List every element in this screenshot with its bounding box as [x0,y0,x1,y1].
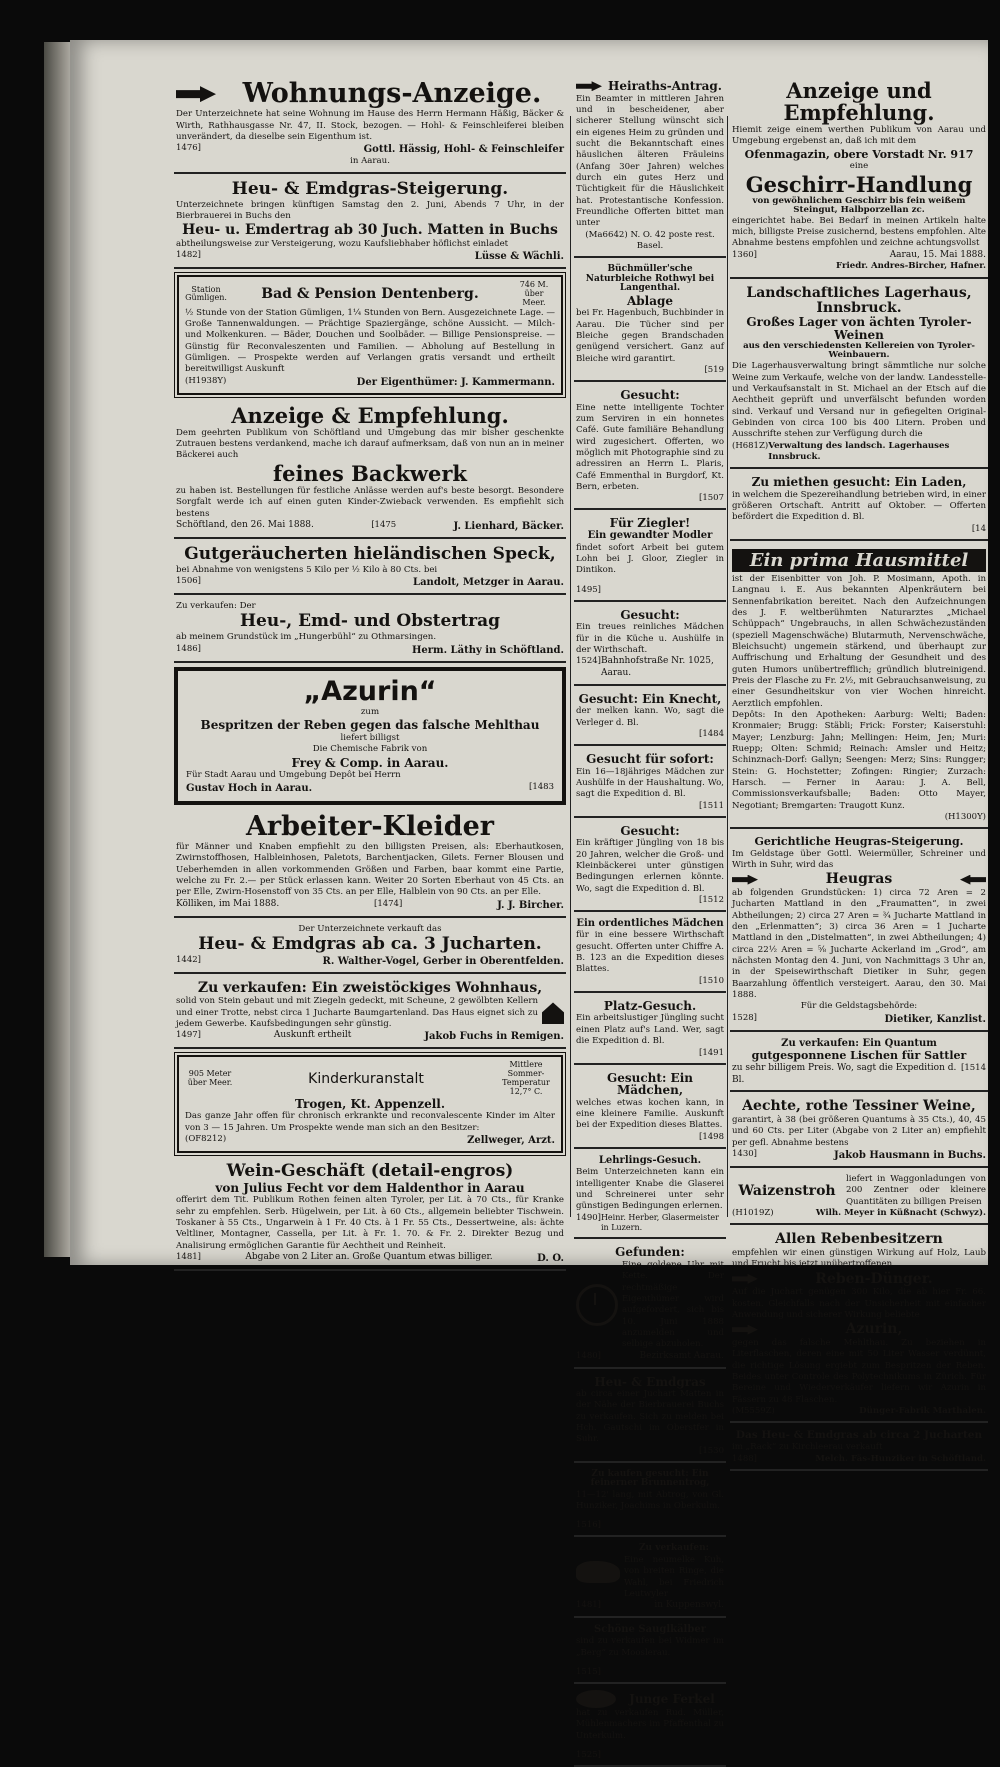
ad-number: 1481] [576,1600,601,1611]
ad-text: Beim Unterzeichneten kann ein intelligenter Knabe die Glaserei und Schreinerei unter sehr günstigen Bedingungen erlernen. [576,1167,724,1212]
ad-number: 1497] [176,1030,201,1041]
ad-ref: (M5559Z) [732,1405,775,1416]
ad-text-2: Abgabe von 2 Liter an. Große Quantum etwas billiger. [245,1252,493,1263]
pointing-hand-icon [732,875,758,885]
ad-label: Zu verkaufen: Der [176,601,256,612]
ad-title: Aechte, rothe Tessiner Weine, [742,1098,976,1115]
ad-place: Aarau, 15. Mai 1888. [889,249,986,260]
ad-gefunden [574,1242,726,1368]
ad-signer: Zellweger, Arzt. [467,1134,555,1146]
ad-text-3: eingerichtet habe. Bei Bedarf in meinen Artikeln halte mich, billigste Preise zusichernd, bestens empfohlen. Alte Abnahme bestens empfohlen und zeichne achtungsvollst [732,215,986,249]
ad-text: sind zu verkaufen bei Widmer im „Berg“ zu Mooslerau. [576,1636,724,1658]
ad-signer: Lüsse & Wächli. [474,251,564,263]
ad-text: liefert in Waggonladungen von 200 Zentner oder kleinere Quantitäten zu billigen Preisen [846,1173,986,1207]
ad-title: Gesucht: [620,607,680,622]
ad-signer: Herm. Läthy in Schöftland. [411,644,564,656]
ad-title: Heu- & Emdgras ab ca. 3 Jucharten. [198,933,542,954]
ad-title: Gerichtliche Heugras-Steigerung. [754,835,964,849]
ad-number: [1514 [961,1062,986,1073]
ad-wohnhaus [174,977,566,1050]
ad-number: 1442] [176,954,201,965]
ad-signer: Jakob Hausmann in Buchs. [834,1149,986,1161]
ad-number: 1430] [732,1148,757,1159]
ad-title: Heu- & Emdgras [594,1374,706,1389]
ad-number: 1481] [176,1252,201,1263]
ad-number: 1488] [732,1453,757,1464]
ad-signer: Wilh. Meyer in Küßnacht (Schwyz). [815,1207,986,1218]
ad-tessiner [730,1095,988,1168]
ad-subtitle: von Julius Fecht vor dem Haldenthor in Aarau [215,1180,525,1195]
newspaper-page [70,40,988,1761]
ad-title: Bad & Pension Dentenberg. [261,286,479,303]
cow-icon [576,1561,620,1583]
ad-title: Platz-Gesuch. [603,998,697,1013]
ad-temperature: Mittlere Sommer-Temperatur 12,7° C. [502,1060,550,1096]
ad-steigerung [174,177,566,270]
ad-ziegler [574,513,726,601]
ad-title: Gefunden: [615,1245,685,1260]
ad-ferkel [574,1687,726,1767]
ad-kuh [574,1540,726,1618]
ad-firm: Frey & Comp. in Aarau. [291,755,449,770]
ad-title: Büchmüller'sche Naturbleiche Rothwyl bei Langenthal. [585,264,715,294]
ad-title: Zu kaufen gesucht: Ein feinerner Brunnentrog, [590,1468,710,1489]
ad-lehrling [574,1152,726,1240]
ad-number: [14 [971,523,986,534]
ad-title: Heu-, Emd- und Obstertrag [239,611,501,632]
ad-number: 1360] [732,249,757,260]
ad-title: Gutgeräucherten hieländischen Speck, [184,543,556,564]
ad-number: 1482] [176,250,201,261]
ad-text: 11—12' lang, mit Abtrog, von Gl. Hunziker, Joachims in Oberkulm. [576,1489,724,1512]
ad-title: Junge Ferkel [629,1691,715,1706]
ad-text-2: abtheilungsweise zur Versteigerung, wozu Kaufsliebhaber höflichst einladet [176,238,509,249]
ad-magd [574,605,726,686]
ad-subtitle: Ablage [626,293,674,308]
ad-tochter [574,385,726,510]
ad-geschirr [730,76,988,279]
ad-signer: Heinr. Herber, Glasermeister in Luzern. [600,1212,719,1233]
ad-number: [1510 [699,975,724,986]
ad-ref: (H1019Z) [732,1207,774,1218]
ad-owner: Der Eigenthümer: J. Kammermann. [356,376,555,388]
ad-signer: Verwaltung des landsch. Lagerhauses Innsbruck. [768,440,950,462]
ad-title: Arbeiter-Kleider [245,810,494,842]
ad-title: Zu miethen gesucht: Ein Laden, [751,475,967,490]
ad-text: ab meinem Grundstück im „Hungerbühl“ zu Othmarsingen. [176,632,437,643]
ad-signer: Gottl. Hässig, Hohl- & Feinschleifer [363,144,564,156]
ad-juchart [174,921,566,974]
ad-knecht [574,689,726,746]
ad-text: Ein arbeitslustiger Jüngling sucht einen Platz auf's Land. Wer, sagt die Expedition d. Bl. [576,1013,724,1047]
ad-reben [730,1228,988,1423]
ad-text-3: gegen das falsche Mehlthau. Zu beziehen in Literflaschen, deren eine mit 50 Liter Wasser verdünnt, die richtige Lösung ergiebt zum Bespritzen der Reben. Beides unter Controle des Polytechnikums in Zürich. Für Bereine und Wiederverkäufer liefern wir Azurin in Fässern zu 48 Flaschen. [732,1337,986,1405]
ad-title: Heiraths-Antrag. [608,79,722,93]
ad-title: Wein-Geschäft (detail-engros) [226,1160,514,1181]
pig-icon [576,1690,616,1708]
ad-text-2: ab folgenden Grundstücken: 1) circa 72 Aren = 2 Jucharten Mattland in den „Fraumatten“, in zwei Abtheilungen; 2) circa 27 Aren = ¾ Jucharte Mattland in den „Erlenmatten“; 3) circa 36 Aren = 1 Jucharte Mattland in den „Distelmatten“, in zwei Abtheilungen; 4) circa 22½ Aren = ⅝ Jucharte Ackerland im „Grod“, am nächsten Montag den 4. Juni, von Nachmittags 3 Uhr an, in der Speisewirthschaft Dietiker in Suhr, gegen Baarzahlung öffentlich versteigert. Aarau, den 30. Mai 1888. [732,888,986,1001]
ad-subtitle: Ein gewandter Modler [587,530,713,542]
ad-signer: Landolt, Metzger in Aarau. [413,577,564,589]
ad-title: Zu verkaufen: Ein Quantum [781,1037,937,1049]
ad-text: findet sofort Arbeit bei gutem Lohn bei J. Gloor, Ziegler in Dintikon. [576,542,724,576]
ad-text-2: eine [849,161,869,172]
ad-heugras [730,832,988,1032]
ad-headline: feines Backwerk [273,460,467,486]
ad-signer: Friedr. Andres-Bircher, Hafner. [836,261,986,272]
ad-subtitle: Großes Lager von ächten Tyroler-Weinen [746,315,972,342]
ad-title: Gesucht: Ein Knecht, [578,691,722,706]
ad-title-2: Heugras [825,871,893,888]
ad-text: ist der Eisenbitter von Joh. P. Mosimann, Apoth. in Langnau i. E. Aus bekannten Alpenkräutern bei Sennenfabrikation bereitet. Nach den Aufzeichnungen des J. F. weltberühmten Naturarztes „Michael Schüppach“ Ungebrauchs, in allen Schwächezuständen (speziell Magenschwäche) Blutarmuth, Nervenschwäche, Bleichsucht) ungemein stärkend, und überhaupt zur Auffrischung und Erhaltung der Gesundheit und des guten Humors unübertrefflich; gründlich blutreinigend. Preis der Flasche zu Fr. 2½, mit Gebrauchsanweisung, zu einer Gesundheitskur von vier Wochen hinreicht. Aerztlich empfohlen. [732,573,986,709]
ad-title: Anzeige & Empfehlung. [231,402,509,428]
ad-text-2: zu haben ist. Bestellungen für festliche Anlässe werden auf's beste besorgt. Besondere Sorgfalt werde ich auf einen guten Kinder-Zwieback verwenden. Es empfiehlt sich bestens [176,485,564,519]
ad-number: 1480] [576,1350,601,1361]
ad-bad [177,275,563,394]
ad-ordentlich [574,915,726,993]
ad-station: Station Gümligen. [185,284,227,303]
ad-text: hat zu verkaufen Rud. Müller, Mühlenmachers im Pfaffenthal zu Unterkulm. [576,1708,724,1741]
ad-signer: Dünger-Fabrik Marthalen. [859,1405,986,1416]
ad-signer: Melch. Fäs-Hunziker in Schöftland. [815,1453,986,1464]
ad-lischen [730,1035,988,1092]
ad-text: für Männer und Knaben empfiehlt zu den billigsten Preisen, als: Eberhautkosen, Zwirnstoffhosen, Halbleinhosen, Paletots, Barchentjacken, Gilets. Ferner Blousen und Ueberhemden in allen vorkommenden Größen und Farben, baar kommt eine Partie, welche zu Fr. 2.— per Stück erlassen kann. Weiter 20 Sorten Eberhaut von 45 Cts. an per Elle, Zwirn-Hosenstoff von 35 Cts. an per Elle, Halblein von 90 Cts. an per Elle. [176,841,564,898]
ad-number: 1486] [176,643,201,654]
ad-text: Die Lagerhausverwaltung bringt sämmtliche nur solche Weine zum Verkaufe, welche von der landw. Landesstelle- und Verkaufsanstalt in St. Michael an der Etsch auf die Aechtheit geprüft und unverfälscht befunden worden sind. Verkauf und Versand nur in gefiegelten Original-Gebinden von circa 100 bis 400 Litern. Proben und Ausschrifte stehen zur Verfügung durch die [732,361,986,440]
ad-title: Wohnungs-Anzeige. [242,78,542,109]
ad-title: Gesucht: Ein Mädchen, [607,1070,693,1098]
ad-laden [730,472,988,541]
ad-azurin [174,667,566,805]
ad-text: Ein treues reinliches Mädchen für in die Küche u. Aushülfe in der Wirthschaft. [576,622,724,655]
ad-text: Das ganze Jahr offen für chronisch erkrankte und reconvalescente Kinder im Alter von 3 — 15 Jahren. Um Prospekte wende man sich an den Besitzer: [185,1111,555,1133]
ad-signer: Dietiker, Kanzlist. [884,1013,986,1025]
ad-number: [1530 [699,1445,724,1456]
ad-place: in Aarau. [350,156,390,167]
ad-signer: Bezirksamt Aarau. [639,1350,724,1361]
ad-waizenstroh [730,1171,988,1225]
ad-subtitle-2: aus den verschiedensten Kellereien von Tyroler-Weinbauern. [743,341,975,361]
ad-subtitle: von gewöhnlichem Geschirr bis fein weißem Steingut, Halbporzellan zc. [752,195,966,215]
ad-label: Für die Geldstagsbehörde: [800,1001,918,1012]
ad-text: Eine goldene Uhr mit Kette. Der rechtmäßige Eigenthümer wird aufgefordert, sich bis 10. Juni 1888 anzumelden und selbige abzuholen. [622,1260,724,1350]
ad-platz [574,996,726,1065]
ad-number: [1475 [371,519,397,530]
ad-subtitle: Bespritzen der Reben gegen das falsche Mehlthau [200,718,540,733]
ad-speck [174,542,566,595]
ad-text: welches etwas kochen kann, in eine kleinere Familie. Auskunft bei der Expedition dieses Blattes. [576,1097,724,1131]
ad-ref: (Ma6642) N. O. 42 poste rest. Basel. [585,229,715,252]
ad-text: der melken kann. Wo, sagt die Verleger d. Bl. [576,706,724,728]
pointing-hand-icon [576,81,602,91]
ad-text-2: Für Stadt Aarau und Umgebung Depôt bei Herrn [186,770,401,781]
ad-text: Eine nette intelligente Tochter zum Serviren in ein honnetes Café. Gute familiäre Behandlung wird zugesichert. Offerten, wo möglich mit Photographie sind zu adressiren an Herrn L. Plaris, Café Emmenthal in Burgdorf, Kt. Bern, erbeten. [576,402,724,493]
ad-number: 1516] [576,1520,601,1531]
ad-number: 1495] [576,584,601,595]
ad-title: Heu- & Emdgras-Steigerung. [231,178,509,199]
ad-text: bei Abnahme von wenigstens 5 Kilo per ½ Kilo à 80 Cts. bei [176,564,438,575]
ad-text: im „Rack“ zu Kirchleerau verkauft [732,1442,883,1453]
ad-text: Hiemit zeige einem werthen Publikum von Aarau und Umgebung ergebenst an, daß ich mit dem [732,125,986,147]
ad-depots: Depôts: In den Apotheken: Aarburg: Welti; Baden: Kronmaier; Brugg: Stäbli; Frick: Forster; Kaiserstuhl: Mayer; Lenzburg: Jahn; Mellingen: Heim, Jen; Muri: Ruepp; Olten: Schmid; Reinach: Amsler und Heitz; Schinznach-Dorf: Gallyn; Seengen: Merz; Sins: Rungger; Stein: G. Hochstetter; Zofingen: Ringier; Zurzach: Harsch. — Ferner in Aarau: J. A. Bell, Commissionsverkaufsballe; Baden: Otto Mayer, Negotiant; Bremgarten: Traugott Kunz. [732,709,986,811]
ad-place: Trogen, Kt. Appenzell. [294,1096,445,1111]
ad-text: Ein kräftiger Jüngling von 18 bis 20 Jahren, welcher die Groß- und Kleinbäckerei unter günstigen Bedingungen erlernen könnte. Wo, sagt die Expedition d. Bl. [576,838,724,894]
ad-signer: J. Lienhard, Bäcker. [453,520,564,532]
ad-wohnung [174,76,566,174]
ad-title: Für Ziegler! [609,516,691,531]
ad-wein [174,1159,566,1271]
ad-arbeiter [174,809,566,918]
ad-ref: (H1938Y) [185,375,227,386]
pointing-hand-icon [960,875,986,885]
ad-place: Schöftland, den 26. Mai 1888. [176,519,314,530]
ad-number: [1483 [529,781,554,792]
column-right [730,76,988,1464]
ad-title: Schöne Sauglkälber [594,1623,706,1635]
ad-title-3: Azurin, [845,1321,903,1338]
ad-place: Kölliken, im Mai 1888. [176,898,280,909]
pointing-hand-icon [732,1274,758,1284]
ad-kaelber [574,1621,726,1684]
ad-text: solid von Stein gebaut und mit Ziegeln gedeckt, mit Scheune, 2 gewölbten Kellern und einer Trotte, nebst circa 1 Jucharte Baumgartenland. Das Haus eignet sich zu jedem Gewerbe. Kaufsbedingungen sehr günstig. [176,996,538,1030]
ad-title: Gesucht: [620,388,680,403]
ad-number: 1515] [576,1667,601,1678]
ad-sofort [574,749,726,818]
ad-maedchen [574,1068,726,1149]
ad-firm-label: Die Chemische Fabrik von [312,744,428,755]
ad-number: [1474] [374,898,403,909]
ad-signer: J. J. Bircher. [497,899,564,911]
ad-number: 1476] [176,143,201,154]
ad-title: Gesucht für sofort: [586,751,714,766]
ad-ref: (H1300Y) [944,812,986,823]
ad-text: bei Fr. Hagenbuch, Buchbinder in Aarau. Die Tücher sind per Bleiche gegen Brandschaden genügend versichert. Ganz auf Bleiche wird garantirt. [576,308,724,364]
ad-number: 1524] [576,656,601,667]
ad-signer: Gustav Hoch in Aarau. [186,782,313,794]
ad-number: [1498 [699,1131,724,1142]
ad-address: Bahnhofstraße Nr. 1025, Aarau. [600,656,714,678]
ad-title: Waizenstroh [738,1182,836,1199]
ad-number: 1525] [576,1750,601,1761]
ad-number: 1528] [732,1012,757,1023]
pointing-hand-icon [176,86,216,102]
ad-text: Im Geldstage über Gottl. Weiermüller, Schreiner und Wirth in Suhr, wird das [732,848,986,870]
column-rule [570,116,571,1217]
house-icon [542,1002,564,1024]
ad-title: Gesucht: [620,823,680,838]
ad-altitude: 746 M. über Meer. [519,280,549,307]
ad-jungling [574,821,726,912]
ad-number: [1512 [699,894,724,905]
ad-title: Anzeige und Empfehlung. [783,78,935,126]
ad-signer: Jakob Fuchs in Remigen. [424,1031,564,1043]
ad-number: [1491 [699,1047,724,1058]
ad-number: 1490] [576,1212,601,1223]
ad-lagerhaus [730,282,988,469]
ad-bleiche [574,261,726,382]
ad-text: Ein Beamter in mittleren Jahren und in bescheidener, aber sicherer Stellung wünscht sich ein eigenes Heim zu gründen und sucht die Bekanntschaft eines häuslichen älteren Fräuleins (Anfang 30er Jahren) welches durch ein gutes Herz und Tüchtigkeit für die Häuslichkeit hat. Protestantische Konfession. Freundliche Offerten bittet man unter [576,93,724,229]
ad-emdgras [574,1372,726,1463]
ad-title: Ein prima Hausmittel [732,549,986,572]
ad-kinderkuranstalt [177,1055,563,1152]
column-rule [727,116,728,1217]
ad-signer: R. Walther-Vogel, Gerber in Oberentfelden. [322,955,564,967]
ad-altitude: 905 Meter über Meer. [187,1069,233,1088]
ad-headline: gutgesponnene Lischen für Sattler [751,1049,967,1063]
ad-text: offerirt dem Tit. Publikum Rothen feinen alten Tyroler, per Lit. à 70 Cts., für Kranke sehr zu empfehlen. Serb. Hügelwein, per Lit. à 60 Cts., allgemein beliebter Tischwein. Toskaner à 55 Cts., Ungarwein à 1 Fr. 40 Cts. à 1 Fr. 55 Cts., Dessertweine, als: ächte Veltliner, Montagner, Cassella, per Lit. à Fr. 1. 70. & Fr. 2. Direkter Bezug und Analisirung ermöglichen Garantie für Aechtheit und Reinheit. [176,1195,564,1251]
ad-backwerk [174,401,566,539]
ad-text: Der Unterzeichnete hat seine Wohnung im Hause des Herrn Hermann Häßig, Bäcker & Wirth, Rathhausgasse Nr. 47, II. Stock, bezogen. — Hohl- & Feinschleiferei bleiben unverändert, da dieselbe sein Eigenthum ist. [176,109,564,143]
ad-number: [1484 [699,728,724,739]
column-left [174,76,566,1265]
ad-text: Unterzeichnete bringen künftigen Samstag den 2. Juni, Abends 7 Uhr, in der Bierbrauerei in Buchs den [176,199,564,221]
ad-text: in welchem die Spezereihandlung betrieben wird, in einer größeren Ortschaft. Antritt auf Oktober. — Offerten befördert die Expedition d. Bl. [732,489,986,523]
ad-text: für in eine bessere Wirthschaft gesucht. Offerten unter Chiffre A. B. 123 an die Expedition dieses Blattes. [576,930,724,975]
ad-text: ab circa einer Juchart Matten in der Nähe der Bierbrauerei Buchs zu verkaufen. Sich zu melden bei Hch. Gautschi im Oberstfer in Suhr. [576,1389,724,1445]
column-middle [574,76,726,1761]
pocket-watch-icon [576,1284,618,1326]
ad-title: „Azurin“ [303,675,437,707]
ad-number: [519 [704,365,724,376]
ad-text: garantirt, à 38 (bei größeren Quantums à 35 Cts.), 40, 45 und 60 Cts. per Liter (Abgabe von 2 Liter an) empfiehlt per gefl. Abnahme bestens [732,1114,986,1148]
ad-number: [1511 [699,800,724,811]
ad-title: Allen Rebenbesitzern [775,1231,943,1248]
ad-title: Das Heu- & Emdgras ab circa 2 Jucharten [735,1429,983,1442]
ad-obstertrag [174,598,566,663]
ad-heirath [574,76,726,258]
ad-title: Zu verkaufen: [638,1543,710,1554]
pointing-hand-icon [732,1325,758,1335]
ad-number: [1507 [699,493,724,504]
ad-title-2: Reben-Dünger. [815,1270,933,1287]
ad-text: liefert billigst [340,732,400,743]
ad-label: Auskunft ertheilt [273,1030,352,1041]
ad-brunnen [574,1466,726,1538]
ad-title-2: Geschirr-Handlung [745,171,973,197]
ad-rack [730,1426,988,1471]
ad-sign: D. O. [537,1253,564,1265]
ad-text: Der Unterzeichnete verkauft das [298,923,442,934]
ad-title: Zu verkaufen: Ein zweistöckiges Wohnhaus, [197,979,543,996]
ad-ref: (H681Z) [732,440,769,451]
ad-text: empfehlen wir einen günstigen Wirkung auf Holz, Laub und Frucht bis jetzt unübertroffenen [732,1247,986,1270]
ad-title: Ein ordentliches Mädchen [576,917,724,929]
ad-title: Landschaftliches Lagerhaus, Innsbruck. [746,284,972,316]
ad-headline: Heu- u. Emdertrag ab 30 Juch. Matten in Buchs [182,222,558,239]
ad-text: Eine neumelke Kuh, von breiten Ringe, die Wahl, bei Friedrich Leutwyler [624,1554,724,1599]
ad-text-2: Auf die Juchart genügen 300 Kilo, die ab hier Fr. 66. kosten. Gleichfalls nach der Unsicherheit mit einfacher Anwendung und sicherer Wirkung beliebte [732,1287,986,1320]
ad-headline: Ofenmagazin, obere Vorstadt Nr. 917 [744,147,974,161]
ad-zum: zum [360,706,380,717]
ad-text: ½ Stunde von der Station Gümligen, 1¼ Stunden von Bern. Ausgezeichnete Lage. — Große Tannenwaldungen. — Prächtige Spaziergänge, schöne Aussicht. — Milch- und Molkenkuren. — Bäder, Douchen und Soolbäder. — Billige Pensionspreise. — Günstig für Reconvaleszenten und Familien. — Abholung auf Bestellung in Gümligen. — Prospekte werden auf Verlangen gratis versandt und ertheilt bereitwilligst Auskunft [185,307,555,375]
ad-place: in Kuppenswyl. [654,1600,724,1611]
ad-number: 1506] [176,576,201,587]
ad-title: Lehrlings-Gesuch. [598,1154,702,1166]
ad-text: zu sehr billigem Preis. Wo, sagt die Expedition d. Bl. [732,1062,957,1085]
ad-text: Ein 16—18jähriges Mädchen zur Aushülfe in der Haushaltung. Wo, sagt die Expedition d. Bl. [576,766,724,800]
ad-text: Dem geehrten Publikum von Schöftland und Umgebung das mir bisher geschenkte Zutrauen bestens verdankend, mache ich darauf aufmerksam, daß von nun an in meiner Bäckerei auch [176,427,564,461]
ad-hausmittel [730,544,988,829]
ad-title: Kinderkuranstalt [308,1070,424,1087]
ad-ref: (OF8212) [185,1133,227,1144]
